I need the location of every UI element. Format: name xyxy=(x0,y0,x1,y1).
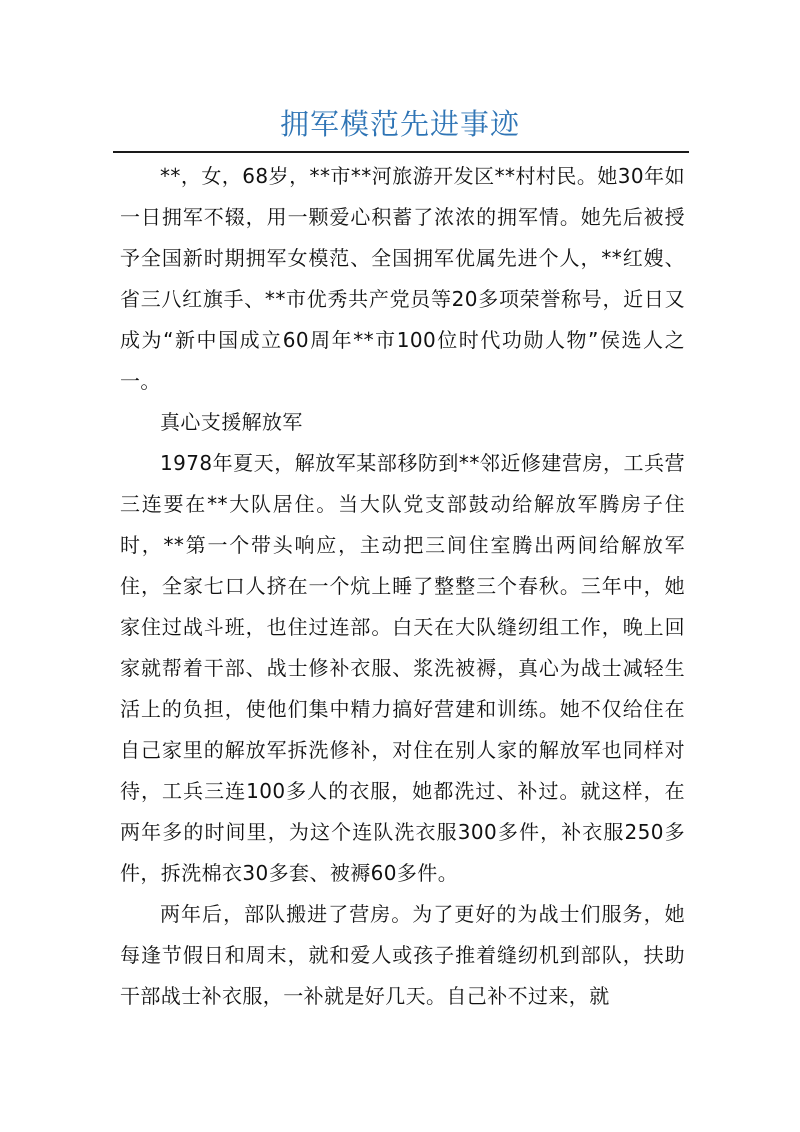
document-title: 拥军模范先进事迹 xyxy=(279,107,520,141)
paragraph-intro: **，女，68岁，**市**河旅游开发区**村村民。她30年如一日拥军不辍，用一颗爱心积蓄了浓浓的拥军情。她先后被授予全国新时期拥军女模范、全国拥军优属先进个人，**红嫂、省三八红旗手、**市优秀共产党员等20多项荣誉称号，近日又成为“新中国成立60周年**市100位时代功勋人物”侯选人之一。 xyxy=(120,164,685,393)
section-heading: 真心支援解放军 xyxy=(160,410,303,434)
paragraph-1978: 1978年夏天，解放军某部移防到**邻近修建营房，工兵营三连要在**大队居住。当大队党支部鼓动给解放军腾房子住时，**第一个带头响应，主动把三间住室腾出两间给解放军住，全家七口人挤在一个炕上睡了整整三个春秋。三年中，她家住过战斗班，也住过连部。白天在大队缝纫组工作，晚上回家就帮着干部、战士修补衣服、浆洗被褥，真心为战士减轻生活上的负担，使他们集中精力搞好营建和训练。她不仅给住在自己家里的解放军拆洗修补，对住在别人家的解放军也同样对待，工兵三连100多人的衣服，她都洗过、补过。就这样，在两年多的时间里，为这个连队洗衣服300多件，补衣服250多件，拆洗棉衣30多套、被褥60多件。 xyxy=(120,451,685,885)
paragraph-two-years-later: 两年后，部队搬进了营房。为了更好的为战士们服务，她每逢节假日和周末，就和爱人或孩子推着缝纫机到部队，扶助干部战士补衣服，一补就是好几天。自己补不过来，就 xyxy=(120,902,685,1008)
document-body xyxy=(120,156,685,1017)
title-underline xyxy=(113,151,689,153)
